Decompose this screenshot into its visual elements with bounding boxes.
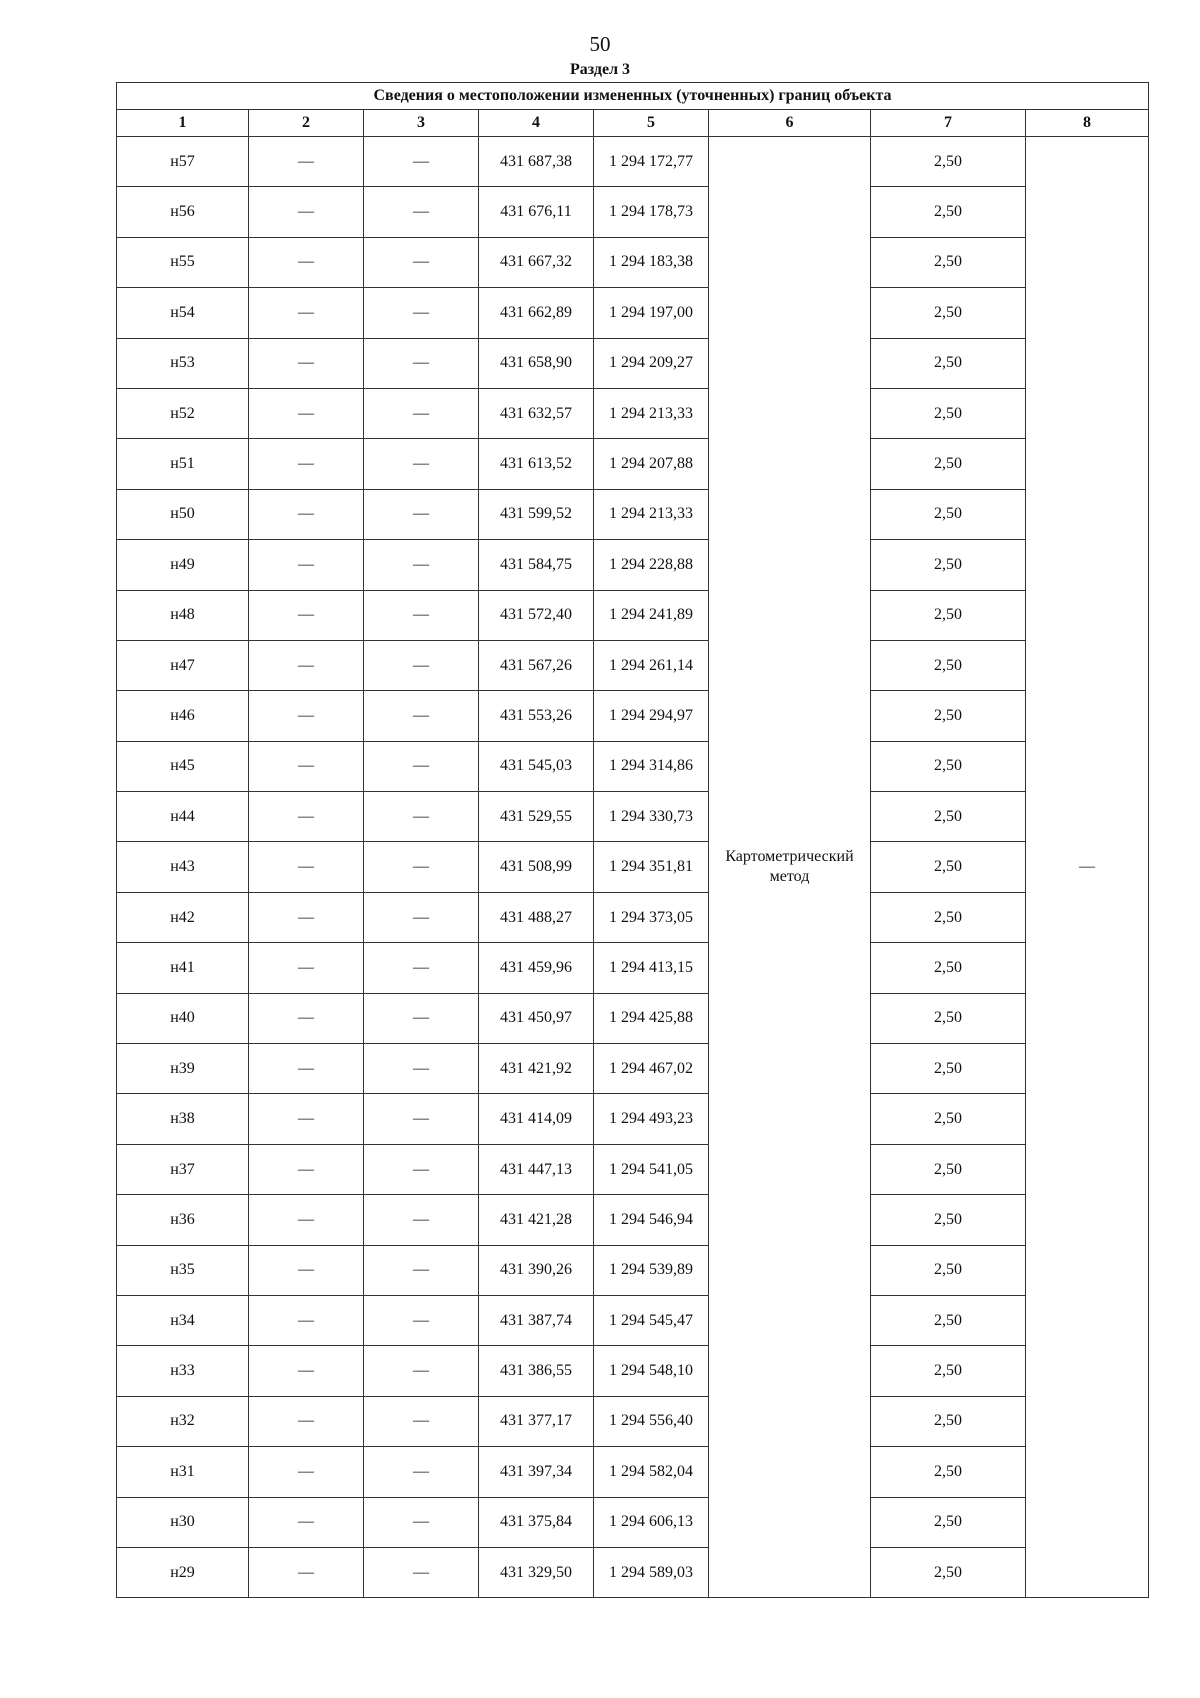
accuracy-cell: 2,50 <box>871 237 1026 287</box>
x-coordinate-cell: 431 488,27 <box>479 892 594 942</box>
y-coordinate-cell: 1 294 493,23 <box>594 1094 709 1144</box>
column-header-row <box>117 110 1149 137</box>
accuracy-cell: 2,50 <box>871 1346 1026 1396</box>
column-3-cell: — <box>364 1094 479 1144</box>
column-2-cell: — <box>249 187 364 237</box>
column-header-3: 3 <box>364 110 479 137</box>
column-2-cell: — <box>249 1044 364 1094</box>
point-name-cell: н40 <box>117 993 249 1043</box>
column-header-5: 5 <box>594 110 709 137</box>
x-coordinate-cell: 431 545,03 <box>479 741 594 791</box>
column-3-cell: — <box>364 892 479 942</box>
point-name-cell: н51 <box>117 439 249 489</box>
y-coordinate-cell: 1 294 330,73 <box>594 792 709 842</box>
column-2-cell: — <box>249 388 364 438</box>
column-2-cell: — <box>249 237 364 287</box>
column-3-cell: — <box>364 1396 479 1446</box>
y-coordinate-cell: 1 294 541,05 <box>594 1144 709 1194</box>
table-row <box>117 792 1149 842</box>
x-coordinate-cell: 431 567,26 <box>479 640 594 690</box>
x-coordinate-cell: 431 397,34 <box>479 1447 594 1497</box>
x-coordinate-cell: 431 421,92 <box>479 1044 594 1094</box>
column-2-cell: — <box>249 1447 364 1497</box>
column-2-cell: — <box>249 590 364 640</box>
point-name-cell: н41 <box>117 943 249 993</box>
table-row <box>117 540 1149 590</box>
column-3-cell: — <box>364 792 479 842</box>
x-coordinate-cell: 431 613,52 <box>479 439 594 489</box>
column-3-cell: — <box>364 1245 479 1295</box>
x-coordinate-cell: 431 447,13 <box>479 1144 594 1194</box>
column-3-cell: — <box>364 137 479 187</box>
table-row <box>117 993 1149 1043</box>
section-title: Раздел 3 <box>569 61 631 78</box>
accuracy-cell: 2,50 <box>871 1144 1026 1194</box>
accuracy-cell: 2,50 <box>871 1245 1026 1295</box>
point-name-cell: н47 <box>117 640 249 690</box>
column-2-cell: — <box>249 1195 364 1245</box>
accuracy-cell: 2,50 <box>871 792 1026 842</box>
x-coordinate-cell: 431 529,55 <box>479 792 594 842</box>
x-coordinate-cell: 431 662,89 <box>479 288 594 338</box>
y-coordinate-cell: 1 294 556,40 <box>594 1396 709 1446</box>
y-coordinate-cell: 1 294 467,02 <box>594 1044 709 1094</box>
column-2-cell: — <box>249 741 364 791</box>
x-coordinate-cell: 431 450,97 <box>479 993 594 1043</box>
table-row <box>117 892 1149 942</box>
column-2-cell: — <box>249 1094 364 1144</box>
table-row <box>117 1396 1149 1446</box>
column-2-cell: — <box>249 1497 364 1547</box>
accuracy-cell: 2,50 <box>871 993 1026 1043</box>
point-name-cell: н31 <box>117 1447 249 1497</box>
accuracy-cell: 2,50 <box>871 1396 1026 1446</box>
column-header-7: 7 <box>871 110 1026 137</box>
column-3-cell: — <box>364 943 479 993</box>
accuracy-cell: 2,50 <box>871 1447 1026 1497</box>
accuracy-cell: 2,50 <box>871 1295 1026 1345</box>
point-name-cell: н50 <box>117 489 249 539</box>
column-2-cell: — <box>249 1346 364 1396</box>
point-name-cell: н53 <box>117 338 249 388</box>
column-3-cell: — <box>364 1295 479 1345</box>
column-2-cell: — <box>249 842 364 892</box>
table-row <box>117 590 1149 640</box>
y-coordinate-cell: 1 294 545,47 <box>594 1295 709 1345</box>
point-name-cell: н42 <box>117 892 249 942</box>
point-name-cell: н52 <box>117 388 249 438</box>
column-2-cell: — <box>249 1245 364 1295</box>
x-coordinate-cell: 431 687,38 <box>479 137 594 187</box>
column-2-cell: — <box>249 439 364 489</box>
column-2-cell: — <box>249 338 364 388</box>
point-name-cell: н32 <box>117 1396 249 1446</box>
table-row <box>117 640 1149 690</box>
x-coordinate-cell: 431 386,55 <box>479 1346 594 1396</box>
accuracy-cell: 2,50 <box>871 741 1026 791</box>
x-coordinate-cell: 431 584,75 <box>479 540 594 590</box>
table-body <box>117 137 1149 1598</box>
x-coordinate-cell: 431 667,32 <box>479 237 594 287</box>
point-name-cell: н30 <box>117 1497 249 1547</box>
column-2-cell: — <box>249 993 364 1043</box>
column-3-cell: — <box>364 993 479 1043</box>
accuracy-cell: 2,50 <box>871 943 1026 993</box>
y-coordinate-cell: 1 294 207,88 <box>594 439 709 489</box>
column-3-cell: — <box>364 1547 479 1597</box>
point-name-cell: н49 <box>117 540 249 590</box>
y-coordinate-cell: 1 294 539,89 <box>594 1245 709 1295</box>
x-coordinate-cell: 431 508,99 <box>479 842 594 892</box>
column-3-cell: — <box>364 1346 479 1396</box>
accuracy-cell: 2,50 <box>871 288 1026 338</box>
column-3-cell: — <box>364 288 479 338</box>
column-2-cell: — <box>249 540 364 590</box>
column-header-8: 8 <box>1026 110 1149 137</box>
accuracy-cell: 2,50 <box>871 590 1026 640</box>
accuracy-cell: 2,50 <box>871 892 1026 942</box>
y-coordinate-cell: 1 294 294,97 <box>594 691 709 741</box>
y-coordinate-cell: 1 294 582,04 <box>594 1447 709 1497</box>
accuracy-cell: 2,50 <box>871 1547 1026 1597</box>
column-3-cell: — <box>364 741 479 791</box>
x-coordinate-cell: 431 658,90 <box>479 338 594 388</box>
column-8-cell: — <box>1026 137 1149 1598</box>
x-coordinate-cell: 431 421,28 <box>479 1195 594 1245</box>
y-coordinate-cell: 1 294 209,27 <box>594 338 709 388</box>
y-coordinate-cell: 1 294 413,15 <box>594 943 709 993</box>
column-2-cell: — <box>249 792 364 842</box>
table-row <box>117 1497 1149 1547</box>
method-cell: Картометрический метод <box>709 137 871 1598</box>
point-name-cell: н38 <box>117 1094 249 1144</box>
column-3-cell: — <box>364 388 479 438</box>
column-3-cell: — <box>364 590 479 640</box>
column-2-cell: — <box>249 892 364 942</box>
table-row <box>117 1195 1149 1245</box>
column-header-2: 2 <box>249 110 364 137</box>
column-3-cell: — <box>364 439 479 489</box>
accuracy-cell: 2,50 <box>871 338 1026 388</box>
point-name-cell: н29 <box>117 1547 249 1597</box>
y-coordinate-cell: 1 294 548,10 <box>594 1346 709 1396</box>
x-coordinate-cell: 431 572,40 <box>479 590 594 640</box>
accuracy-cell: 2,50 <box>871 1094 1026 1144</box>
column-3-cell: — <box>364 540 479 590</box>
column-3-cell: — <box>364 1497 479 1547</box>
accuracy-cell: 2,50 <box>871 489 1026 539</box>
table-row <box>117 288 1149 338</box>
x-coordinate-cell: 431 377,17 <box>479 1396 594 1446</box>
column-3-cell: — <box>364 237 479 287</box>
x-coordinate-cell: 431 390,26 <box>479 1245 594 1295</box>
accuracy-cell: 2,50 <box>871 640 1026 690</box>
table-row <box>117 1346 1149 1396</box>
page-number: 50 <box>589 32 611 56</box>
column-3-cell: — <box>364 1447 479 1497</box>
y-coordinate-cell: 1 294 183,38 <box>594 237 709 287</box>
table-row <box>117 439 1149 489</box>
y-coordinate-cell: 1 294 197,00 <box>594 288 709 338</box>
column-2-cell: — <box>249 489 364 539</box>
point-name-cell: н48 <box>117 590 249 640</box>
table-row <box>117 388 1149 438</box>
column-3-cell: — <box>364 640 479 690</box>
x-coordinate-cell: 431 375,84 <box>479 1497 594 1547</box>
point-name-cell: н39 <box>117 1044 249 1094</box>
accuracy-cell: 2,50 <box>871 137 1026 187</box>
column-header-4: 4 <box>479 110 594 137</box>
point-name-cell: н43 <box>117 842 249 892</box>
accuracy-cell: 2,50 <box>871 1195 1026 1245</box>
y-coordinate-cell: 1 294 172,77 <box>594 137 709 187</box>
column-2-cell: — <box>249 1295 364 1345</box>
table-row <box>117 1447 1149 1497</box>
y-coordinate-cell: 1 294 314,86 <box>594 741 709 791</box>
column-3-cell: — <box>364 338 479 388</box>
column-2-cell: — <box>249 1396 364 1446</box>
accuracy-cell: 2,50 <box>871 187 1026 237</box>
column-3-cell: — <box>364 187 479 237</box>
y-coordinate-cell: 1 294 213,33 <box>594 489 709 539</box>
point-name-cell: н46 <box>117 691 249 741</box>
boundary-coordinates-table <box>116 82 1149 1598</box>
column-header-6: 6 <box>709 110 871 137</box>
column-3-cell: — <box>364 1044 479 1094</box>
y-coordinate-cell: 1 294 373,05 <box>594 892 709 942</box>
y-coordinate-cell: 1 294 546,94 <box>594 1195 709 1245</box>
y-coordinate-cell: 1 294 228,88 <box>594 540 709 590</box>
point-name-cell: н54 <box>117 288 249 338</box>
column-2-cell: — <box>249 137 364 187</box>
column-3-cell: — <box>364 691 479 741</box>
point-name-cell: н45 <box>117 741 249 791</box>
column-3-cell: — <box>364 489 479 539</box>
table-row <box>117 1245 1149 1295</box>
column-2-cell: — <box>249 288 364 338</box>
table-row <box>117 1547 1149 1597</box>
accuracy-cell: 2,50 <box>871 1044 1026 1094</box>
table-row <box>117 137 1149 187</box>
x-coordinate-cell: 431 599,52 <box>479 489 594 539</box>
point-name-cell: н34 <box>117 1295 249 1345</box>
x-coordinate-cell: 431 387,74 <box>479 1295 594 1345</box>
column-header-1: 1 <box>117 110 249 137</box>
table-row <box>117 237 1149 287</box>
x-coordinate-cell: 431 676,11 <box>479 187 594 237</box>
y-coordinate-cell: 1 294 589,03 <box>594 1547 709 1597</box>
table-row <box>117 1094 1149 1144</box>
x-coordinate-cell: 431 632,57 <box>479 388 594 438</box>
accuracy-cell: 2,50 <box>871 439 1026 489</box>
point-name-cell: н55 <box>117 237 249 287</box>
column-2-cell: — <box>249 640 364 690</box>
accuracy-cell: 2,50 <box>871 842 1026 892</box>
table-row <box>117 741 1149 791</box>
y-coordinate-cell: 1 294 178,73 <box>594 187 709 237</box>
x-coordinate-cell: 431 414,09 <box>479 1094 594 1144</box>
column-2-cell: — <box>249 691 364 741</box>
column-3-cell: — <box>364 1195 479 1245</box>
table-row <box>117 1295 1149 1345</box>
column-2-cell: — <box>249 943 364 993</box>
column-3-cell: — <box>364 1144 479 1194</box>
x-coordinate-cell: 431 553,26 <box>479 691 594 741</box>
table-row <box>117 187 1149 237</box>
table-row <box>117 1144 1149 1194</box>
point-name-cell: н44 <box>117 792 249 842</box>
point-name-cell: н35 <box>117 1245 249 1295</box>
column-3-cell: — <box>364 842 479 892</box>
table-row <box>117 338 1149 388</box>
table-row <box>117 691 1149 741</box>
accuracy-cell: 2,50 <box>871 540 1026 590</box>
y-coordinate-cell: 1 294 425,88 <box>594 993 709 1043</box>
column-2-cell: — <box>249 1547 364 1597</box>
column-2-cell: — <box>249 1144 364 1194</box>
table-row <box>117 489 1149 539</box>
x-coordinate-cell: 431 459,96 <box>479 943 594 993</box>
table-caption: Сведения о местоположении измененных (уточненных) границ объекта <box>117 83 1149 110</box>
y-coordinate-cell: 1 294 241,89 <box>594 590 709 640</box>
table-row <box>117 943 1149 993</box>
point-name-cell: н57 <box>117 137 249 187</box>
accuracy-cell: 2,50 <box>871 388 1026 438</box>
y-coordinate-cell: 1 294 351,81 <box>594 842 709 892</box>
point-name-cell: н33 <box>117 1346 249 1396</box>
table-row <box>117 842 1149 892</box>
point-name-cell: н36 <box>117 1195 249 1245</box>
accuracy-cell: 2,50 <box>871 691 1026 741</box>
y-coordinate-cell: 1 294 261,14 <box>594 640 709 690</box>
table-row <box>117 1044 1149 1094</box>
point-name-cell: н56 <box>117 187 249 237</box>
y-coordinate-cell: 1 294 606,13 <box>594 1497 709 1547</box>
x-coordinate-cell: 431 329,50 <box>479 1547 594 1597</box>
accuracy-cell: 2,50 <box>871 1497 1026 1547</box>
y-coordinate-cell: 1 294 213,33 <box>594 388 709 438</box>
point-name-cell: н37 <box>117 1144 249 1194</box>
